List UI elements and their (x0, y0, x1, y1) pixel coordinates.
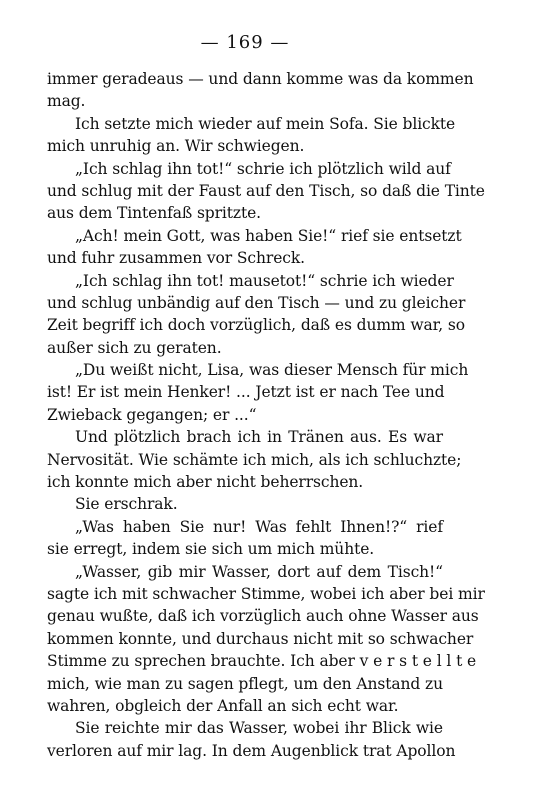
text-line: außer sich zu geraten. (47, 338, 222, 357)
text-line: Nervosität. Wie schämte ich mich, als ich schluchzte; (47, 450, 462, 469)
text-line: Zwieback gegangen; er ...“ (47, 405, 257, 424)
text-line: ich konnte mich aber nicht beherrschen. (47, 473, 364, 492)
text-line: Sie reichte mir das Wasser, wobei ihr Blick wie (75, 719, 443, 738)
text-line: ist! Er ist mein Henker! ... Jetzt ist er nach Tee und (47, 383, 445, 402)
text-line: „Wasser, gib mir Wasser, dort auf dem Tisch!“ (75, 562, 443, 581)
text-line: sie erregt, indem sie sich um mich mühte. (47, 540, 375, 559)
text-line: mich unruhig an. Wir schwiegen. (47, 137, 305, 156)
text-line: mich, wie man zu sagen pflegt, um den Anstand zu (47, 674, 443, 693)
text-line: verloren auf mir lag. In dem Augenblick trat Apollon (47, 741, 456, 760)
text-line: „Du weißt nicht, Lisa, was dieser Mensch für mich (75, 361, 469, 380)
text-line: Und plötzlich brach ich in Tränen aus. Es war (75, 428, 443, 447)
text-line: genau wußte, daß ich vorzüglich auch ohne Wasser aus (47, 607, 479, 626)
text-line: „Ich schlag ihn tot!“ schrie ich plötzlich wild auf (75, 159, 451, 178)
text-line: und fuhr zusammen vor Schreck. (47, 249, 305, 268)
text-line: sagte ich mit schwacher Stimme, wobei ich aber bei mir (47, 584, 485, 603)
text-line: wahren, obgleich der Anfall an sich echt war. (47, 696, 399, 715)
text-line: aus dem Tintenfaß spritzte. (47, 204, 262, 223)
text-line: „Was haben Sie nur! Was fehlt Ihnen!?“ rief (75, 517, 443, 536)
page-text-body (47, 68, 485, 762)
text-line: mag. (47, 92, 86, 111)
text-line: „Ach! mein Gott, was haben Sie!“ rief sie entsetzt (75, 226, 462, 245)
text-line: „Ich schlag ihn tot! mausetot!“ schrie ich wieder (75, 271, 454, 290)
text-line: Stimme zu sprechen brauchte. Ich aber v e r s t e l l t e (47, 652, 477, 671)
text-line: kommen konnte, und durchaus nicht mit so schwacher (47, 629, 474, 648)
text-line: Sie erschrak. (75, 495, 178, 514)
text-line: und schlug unbändig auf den Tisch — und zu gleicher (47, 293, 466, 312)
text-line: Ich setzte mich wieder auf mein Sofa. Sie blickte (75, 114, 456, 133)
text-line: Zeit begriff ich doch vorzüglich, daß es dumm war, so (47, 316, 466, 335)
text-line: und schlug mit der Faust auf den Tisch, so daß die Tinte (47, 181, 485, 200)
text-line: immer geradeaus — und dann komme was da kommen (47, 70, 474, 88)
page-number: — 169 — (200, 32, 290, 53)
